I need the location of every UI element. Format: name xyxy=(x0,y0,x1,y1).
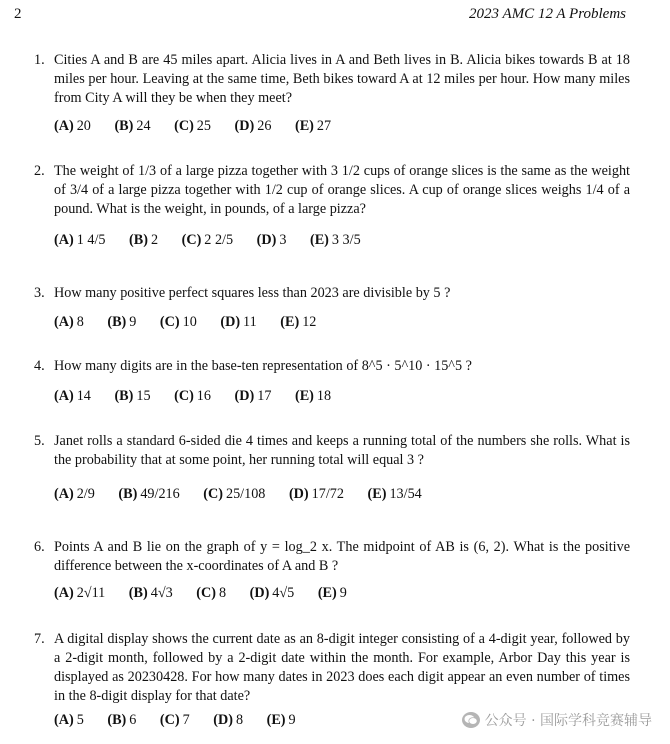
choice-b: (B) 9 xyxy=(107,314,137,331)
problem-text: Points A and B lie on the graph of y = log_2 x. The midpoint of AB is (6, 2). What is the positive difference between the x-coordinates of A and B ? xyxy=(54,539,630,574)
choice-b: (B) 4√3 xyxy=(128,585,173,602)
choice-c: (C) 10 xyxy=(159,314,197,331)
answer-choices-1 xyxy=(54,118,351,135)
watermark xyxy=(462,710,652,730)
problem-3 xyxy=(34,284,630,303)
choice-d: (D) 26 xyxy=(234,118,272,135)
answer-choices-7 xyxy=(54,712,316,729)
choice-e: (E) 13/54 xyxy=(367,486,422,503)
choice-c: (C) 25 xyxy=(174,118,211,135)
problem-number: 3. xyxy=(34,285,45,301)
problem-text: Janet rolls a standard 6-sided die 4 times and keeps a running total of the numbers she rolls. What is the probability that at some point, her running total will equal 3 ? xyxy=(54,433,630,468)
problem-number: 5. xyxy=(34,433,45,449)
choice-e: (E) 12 xyxy=(280,314,317,331)
problem-number: 7. xyxy=(34,631,45,647)
problem-2 xyxy=(34,162,630,219)
answer-choices-3 xyxy=(54,314,336,331)
choice-d: (D) 17 xyxy=(234,388,272,405)
watermark-text: 公众号 · 国际学科竞赛辅导 xyxy=(484,713,652,729)
choice-e: (E) 27 xyxy=(294,118,332,135)
problem-5 xyxy=(34,432,630,470)
answer-choices-5 xyxy=(54,486,442,503)
choice-b: (B) 2 xyxy=(129,232,159,249)
choice-d: (D) 11 xyxy=(220,314,257,331)
choice-a: (A) 1 4/5 xyxy=(54,232,106,249)
choice-a: (A) 2/9 xyxy=(54,486,95,503)
choice-c: (C) 7 xyxy=(159,712,190,729)
choice-c: (C) 16 xyxy=(174,388,211,405)
choice-c: (C) 2 2/5 xyxy=(181,232,234,249)
choice-d: (D) 17/72 xyxy=(288,486,344,503)
page-number: 2 xyxy=(14,6,22,22)
problem-1 xyxy=(34,51,630,108)
choice-c: (C) 8 xyxy=(196,585,227,602)
choice-e: (E) 9 xyxy=(266,712,296,729)
choice-a: (A) 8 xyxy=(54,314,84,331)
choice-a: (A) 2√11 xyxy=(54,585,106,602)
answer-choices-6 xyxy=(54,585,367,602)
choice-a: (A) 5 xyxy=(54,712,84,729)
problem-text: How many digits are in the base-ten representation of 8^5 · 5^10 · 15^5 ? xyxy=(54,358,472,374)
problem-text: How many positive perfect squares less than 2023 are divisible by 5 ? xyxy=(54,285,451,301)
choice-d: (D) 4√5 xyxy=(249,585,295,602)
problem-6 xyxy=(34,538,630,576)
choice-d: (D) 3 xyxy=(256,232,287,249)
problem-number: 1. xyxy=(34,52,45,68)
problem-text: A digital display shows the current date as an 8-digit integer consisting of a 4-digit year, followed by a 2-digit month, followed by a 2-digit date within the month. For example, Arbor Day this year is displayed as 20230428. For how many dates in 2023 does each digit appear an even number of times in the 8-digit display for that date? xyxy=(54,631,630,704)
choice-b: (B) 15 xyxy=(114,388,151,405)
choice-d: (D) 8 xyxy=(213,712,244,729)
choice-a: (A) 14 xyxy=(54,388,91,405)
problem-text: The weight of 1/3 of a large pizza together with 3 1/2 cups of orange slices is the same as the weight of 3/4 of a large pizza together with 1/2 cup of orange slices. A cup of orange slices weighs 1/4 of a pound. What is the weight, in pounds, of a large pizza? xyxy=(54,163,630,217)
answer-choices-4 xyxy=(54,388,351,405)
choice-e: (E) 18 xyxy=(294,388,332,405)
choice-e: (E) 9 xyxy=(317,585,347,602)
choice-c: (C) 25/108 xyxy=(203,486,266,503)
answer-choices-2 xyxy=(54,232,381,249)
choice-a: (A) 20 xyxy=(54,118,91,135)
problem-text: Cities A and B are 45 miles apart. Alicia lives in A and Beth lives in B. Alicia bikes towards B at 18 miles per hour. Leaving at the same time, Beth bikes toward A at 12 miles per hour. How many miles from City A will they be when they meet? xyxy=(54,52,630,106)
choice-b: (B) 49/216 xyxy=(118,486,180,503)
problem-number: 2. xyxy=(34,163,45,179)
problem-number: 6. xyxy=(34,539,45,555)
page-header-title: 2023 AMC 12 A Problems xyxy=(469,6,626,22)
choice-e: (E) 3 3/5 xyxy=(309,232,361,249)
problem-4 xyxy=(34,357,630,376)
choice-b: (B) 6 xyxy=(107,712,137,729)
wechat-icon xyxy=(462,712,480,728)
problem-7 xyxy=(34,630,630,706)
problem-number: 4. xyxy=(34,358,45,374)
choice-b: (B) 24 xyxy=(114,118,151,135)
